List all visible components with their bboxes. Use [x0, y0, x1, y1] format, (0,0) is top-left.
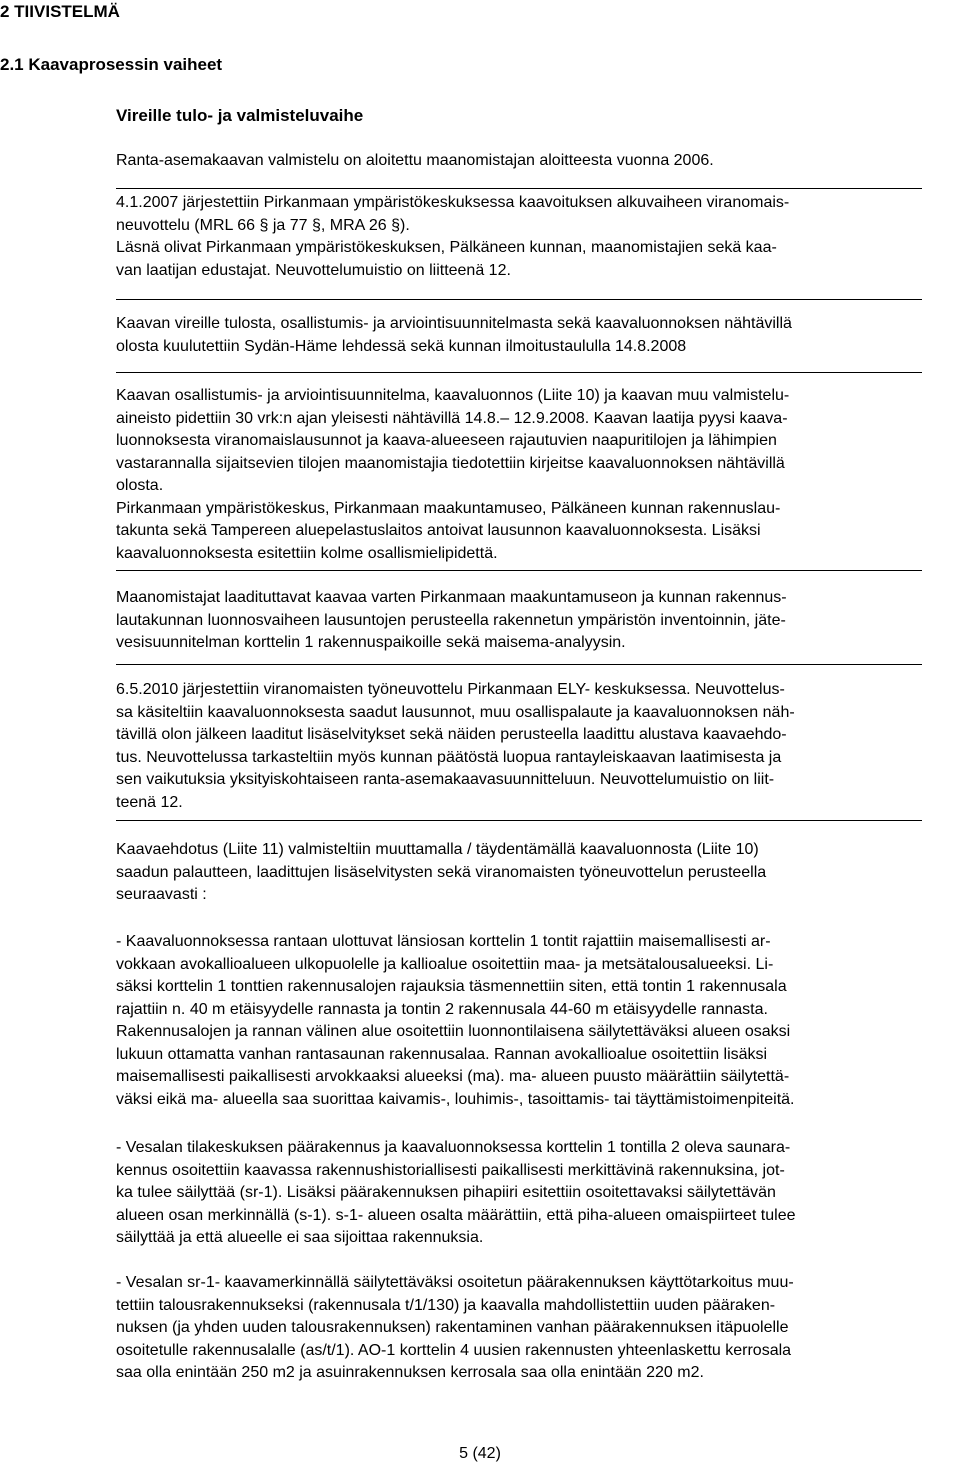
list-item-plots — [116, 931, 960, 1111]
text-line: Kaavan vireille tulosta, osallistumis- ja arviointisuunnitelmasta sekä kaavaluonnoksen nähtävillä — [116, 315, 792, 332]
text-line: luonnoksesta viranomaislausunnot ja kaava-alueeseen rajautuvien naapuritilojen ja lähimpien — [116, 432, 777, 449]
text-line: - Vesalan sr-1- kaavamerkinnällä säilytettäväksi osoitetun päärakennuksen käyttötarkoitus muu- — [116, 1274, 794, 1291]
text-line: Läsnä olivat Pirkanmaan ympäristökeskuksen, Pälkäneen kunnan, maanomistajien sekä kaa- — [116, 239, 777, 256]
paragraph-announcement — [116, 313, 960, 358]
divider — [116, 570, 922, 571]
divider — [116, 188, 922, 189]
list-item-building-use — [116, 1272, 960, 1385]
text-line: ka tulee säilyttää (sr-1). Lisäksi päärakennuksen pihapiiri esitettiin osoitettavaksi säilytettävän — [116, 1184, 776, 1201]
text-line: tettiin talousrakennukseksi (rakennusala t/1/130) ja kaavalla mahdollistettiin uuden pääraken- — [116, 1296, 776, 1314]
text-line: - Kaavaluonnoksessa rantaan ulottuvat länsiosan korttelin 1 tontit rajattiin maisemallisesti ar- — [116, 933, 771, 950]
text-line: Kaavan osallistumis- ja arviointisuunnitelma, kaavaluonnos (Liite 10) ja kaavan muu valmistelu- — [116, 387, 790, 404]
paragraph-consultation-2007 — [116, 192, 960, 282]
intro-paragraph: Ranta-asemakaavan valmistelu on aloitettu maanomistajan aloitteesta vuonna 2006. — [116, 152, 714, 169]
text-line: seuraavasti : — [116, 886, 207, 903]
text-line: neuvottelu (MRL 66 § ja 77 §, MRA 26 §). — [116, 216, 410, 234]
divider — [116, 820, 922, 821]
text-line: vesisuunnitelman korttelin 1 rakennuspaikoille sekä maisema-analyysin. — [116, 634, 626, 651]
text-line: takunta sekä Tampereen aluepelastuslaitos antoivat lausunnon kaavaluonnoksesta. Lisäksi — [116, 522, 761, 539]
text-line: lautakunnan luonnosvaiheen lausuntojen perusteella rakennetun ympäristön inventoinnin, jäte- — [116, 611, 786, 629]
text-line: alueen osan merkinnällä (s-1). s-1- alueen osalta määrättiin, että piha-alueen omaispiirteet tulee — [116, 1206, 796, 1224]
text-line: sa käsiteltiin kaavaluonnoksesta saadut lausunnot, muu osallispalaute ja kaavaluonnoksen näh- — [116, 703, 795, 721]
text-line: saa olla enintään 250 m2 ja asuinrakennuksen kerrosala saa olla enintään 220 m2. — [116, 1364, 704, 1381]
text-line: rajattiin n. 40 m etäisyydelle rannasta ja tontin 2 rakennusala 44-60 m etäisyydelle rannasta. — [116, 1000, 768, 1018]
paragraph-public-display — [116, 385, 960, 565]
paragraph-proposal — [116, 839, 960, 907]
text-line: - Vesalan tilakeskuksen päärakennus ja kaavaluonnoksessa korttelin 1 tontilla 2 oleva saunara- — [116, 1139, 791, 1156]
text-line: aineisto pidettiin 30 vrk:n ajan yleisesti nähtävillä 14.8.– 12.9.2008. Kaavan laatija pyysi kaava- — [116, 409, 788, 427]
text-line: van laatijan edustajat. Neuvottelumuistio on liitteenä 12. — [116, 261, 511, 279]
text-line: Rakennusalojen ja rannan välinen alue osoitettiin luonnontilaisena säilytettäväksi alueen osaksi — [116, 1023, 791, 1040]
text-line: vastarannalla sijaitsevien tilojen maanomistajia tiedotettiin kirjeitse kaavaluonnoksen nähtävillä — [116, 454, 785, 472]
text-line: kennus osoitettiin kaavassa rakennushistoriallisesti paikallisesti merkittävinä rakennuksina, jot- — [116, 1161, 785, 1179]
text-line: väksi eikä ma- alueella saa suorittaa kaivamis-, louhimis-, tasoittamis- tai täyttämistoimenpiteitä. — [116, 1090, 795, 1108]
text-line: olosta. — [116, 477, 164, 494]
text-line: kaavaluonnoksesta esitettiin kolme osallismielipidettä. — [116, 544, 498, 562]
text-line: tus. Neuvottelussa tarkasteltiin myös kunnan päätöstä luopua rantayleiskaavan laatimisesta ja — [116, 748, 782, 766]
text-line: Maanomistajat laadituttavat kaavaa varten Pirkanmaan maakuntamuseon ja kunnan rakennus- — [116, 589, 787, 606]
divider — [116, 664, 922, 665]
text-line: säksi korttelin 1 tonttien rakennusalojen rajauksia täsmennettiin siten, että tontin 1 rakennusala — [116, 978, 787, 995]
text-line: lukuun ottamatta vanhan rantasaunan rakennusalaa. Rannan avokallioalue osoitettiin lisäksi — [116, 1045, 768, 1063]
text-line: sen vaikutuksia yksityiskohtaiseen ranta-asemakaavasuunnitteluun. Neuvottelumuistio on liit- — [116, 771, 775, 788]
text-line: vokkaan avokallioalueen ulkopuolelle ja kallioalue osoitettiin maa- ja metsätalousalueeksi. Li- — [116, 955, 774, 973]
page-number: 5 (42) — [459, 1445, 501, 1462]
text-line: olosta kuulutettiin Sydän-Häme lehdessä sekä kunnan ilmoitustaululla 14.8.2008 — [116, 337, 687, 355]
list-item-heritage — [116, 1137, 960, 1250]
chapter-heading: 2 TIIVISTELMÄ — [0, 2, 120, 21]
text-line: 4.1.2007 järjestettiin Pirkanmaan ympäristökeskuksessa kaavoituksen alkuvaiheen viranomais- — [116, 194, 790, 211]
text-line: 6.5.2010 järjestettiin viranomaisten työneuvottelu Pirkanmaan ELY- keskuksessa. Neuvottelus- — [116, 681, 785, 698]
divider — [116, 299, 922, 300]
text-line: säilyttää ja että alueelle ei saa sijoittaa rakennuksia. — [116, 1229, 484, 1246]
text-line: Kaavaehdotus (Liite 11) valmisteltiin muuttamalla / täydentämällä kaavaluonnosta (Liite 10) — [116, 841, 759, 858]
text-line: teenä 12. — [116, 793, 183, 811]
divider — [116, 372, 922, 373]
text-line: tävillä olon jälkeen laaditut lisäselvitykset sekä näiden perusteella laadittu alustava kaavaehdo- — [116, 726, 787, 743]
paragraph-consultation-2010 — [116, 679, 960, 814]
subsection-heading: Vireille tulo- ja valmisteluvaihe — [116, 106, 364, 125]
text-line: osoitetulle rakennusalalle (as/t/1). AO-1 korttelin 4 uusien rakennusten yhteenlaskettu kerrosala — [116, 1341, 792, 1359]
paragraph-surveys — [116, 587, 960, 655]
text-line: maisemallisesti paikallisesti arvokkaaksi alueeksi (ma). ma- alueen puusto määrättiin säilytettä- — [116, 1068, 790, 1085]
text-line: saadun palautteen, laadittujen lisäselvitysten sekä viranomaisten työneuvottelun perusteella — [116, 863, 767, 881]
text-line: Pirkanmaan ympäristökeskus, Pirkanmaan maakuntamuseo, Pälkäneen kunnan rakennuslau- — [116, 499, 781, 517]
section-heading: 2.1 Kaavaprosessin vaiheet — [0, 55, 223, 74]
text-line: nuksen (ja yhden uuden talousrakennuksen) rakentaminen vanhan päärakennuksen itäpuolelle — [116, 1319, 789, 1336]
